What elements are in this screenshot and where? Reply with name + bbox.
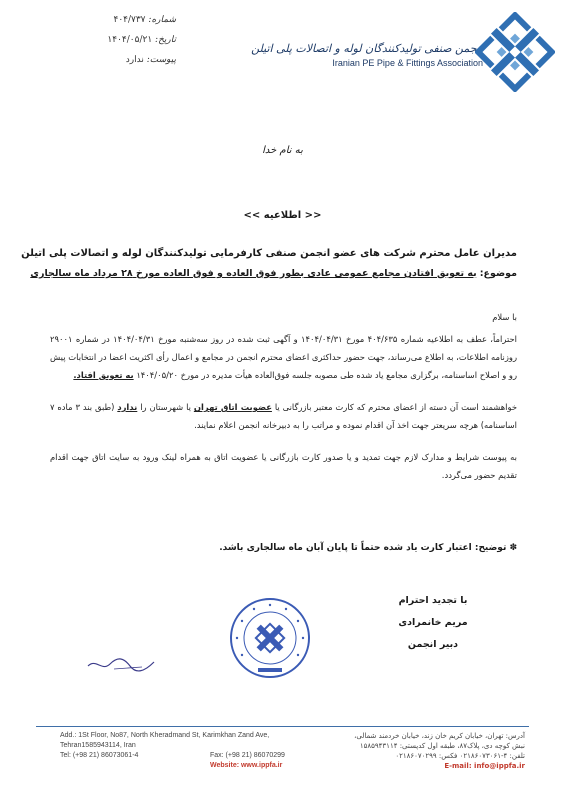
date-label: تاریخ: — [155, 35, 176, 45]
paragraph-1-text: احتراماً، عطف به اطلاعیه شماره ۴۰۴/۶۳۵ مورخ ۱۴۰۴/۰۴/۳۱ و آگهی ثبت شده در روز سه‌شنبه مورخ ۱۴۰۴/۰۴/۳۱ در شماره ۲۹۰۰۱ روزنامه اطلاعات، به اطلاع می‌رساند، جهت حضور حداکثری اعضای محترم انجمن در مجامع و اعمال رأی اکثریت اعضا در انتخابات پیش رو و اصلاح اساسنامه، برگزاری مجامع یاد شده طی مصوبه جلسه فوق‌العاده هیأت مدیره در مورخ ۱۴۰۴/۰۵/۲۰ — [50, 334, 517, 380]
association-name-fa: انجمن صنفی تولیدکنندگان لوله و اتصالات پلی اتیلن — [251, 42, 483, 55]
handwritten-signature — [84, 654, 164, 674]
association-logo-icon — [475, 12, 555, 92]
paragraph-2-underline-2: ندارد — [117, 402, 138, 412]
signature-closing: با تجدید احترام — [398, 595, 468, 606]
letter-body — [50, 308, 517, 484]
date-value: ۱۴۰۴/۰۵/۲۱ — [107, 35, 153, 45]
association-name-en: Iranian PE Pipe & Fittings Association — [332, 58, 483, 68]
paragraph-3: به پیوست شرایط و مدارک لازم جهت تمدید و یا صدور کارت بازرگانی یا عضویت اتاق به همراه لینک ورود به سایت اتاق جهت اقدام تقدیم حضور می‌گردد. — [50, 452, 517, 480]
note-line: ✽ توضیح: اعتبار کارت یاد شده حتماً تا پایان آبان ماه سالجاری باشد. — [219, 543, 517, 553]
signatory-role: دبیر انجمن — [407, 639, 459, 650]
paragraph-2-underline-1: عضویت اتاق تهران — [193, 402, 272, 412]
letter-meta — [36, 10, 176, 70]
footer-en-address-line-2: Tehran1585943114, Iran — [60, 742, 136, 749]
paragraph-2-part-c: (طبق بند ۳ ماده ۷ اساسنامه) هرچه سریعتر جهت اخذ آن اقدام نموده و مراتب را به دبیرخانه انجمن اعلام نمایند. — [50, 402, 517, 430]
paragraph-2 — [50, 398, 517, 434]
subject-text: به تعویق افتادن مجامع عمومی عادی بطور فوق العاده و فوق العاده مورخ ۲۸ مرداد ماه سالجاری — [30, 268, 477, 279]
subject-line — [30, 268, 517, 279]
attachment-row — [36, 50, 176, 70]
footer-email-link[interactable]: E-mail: info@ippfa.ir — [444, 762, 525, 770]
notice-title: << اطلاعیه >> — [243, 210, 322, 221]
footer-fa-tel: تلفن: ۴-۰۲۱۸۶۰۷۳۰۶۱ فکس: ۰۲۱۸۶۰۷۰۲۹۹ — [395, 752, 525, 760]
footer-fa-address-line-2: نبش کوچه دی، پلاک۸۷، طبقه اول کدپستی: ۱۵۸۵۹۴۳۱۱۴ — [359, 742, 525, 750]
footer-address-fa — [305, 731, 525, 771]
number-row — [36, 10, 176, 30]
bismillah: به نام خدا — [262, 145, 303, 156]
footer-fa-address-line-1: آدرس: تهران، خیابان کریم خان زند، خیابان خردمند شمالی، — [354, 732, 525, 740]
paragraph-2-part-a: خواهشمند است آن دسته از اعضای محترم که کارت معتبر بازرگانی یا — [274, 402, 518, 412]
footer-en-address-line-1: Add.: 1St Floor, No87, North Kheradmand St, Karimkhan Zand Ave, — [60, 732, 270, 739]
association-seal-icon — [228, 596, 312, 680]
signatory-name: مریم خانمرادی — [398, 617, 468, 628]
association-name — [251, 42, 483, 68]
attachment-label: پیوست: — [146, 55, 176, 65]
paragraph-1-emphasis: به تعویق افتاد. — [73, 370, 134, 380]
number-value: ۴۰۴/۷۳۷ — [113, 15, 146, 25]
paragraph-2-part-b: یا شهرستان را — [140, 402, 191, 412]
footer-divider — [36, 726, 529, 727]
footer-en-fax: Fax: (+98 21) 86070299 — [210, 752, 285, 759]
footer-website-link[interactable]: Website: www.ippfa.ir — [210, 762, 283, 769]
number-label: شماره: — [148, 15, 176, 25]
subject-label: موضوع: — [479, 268, 517, 279]
addressee: مدیران عامل محترم شرکت های عضو انجمن صنفی کارفرمایی تولیدکنندگان لوله و اتصالات پلی اتیلن — [21, 248, 517, 259]
paragraph-1 — [50, 330, 517, 384]
attachment-value: ندارد — [125, 55, 144, 65]
footer-contact-en — [210, 751, 320, 771]
footer-en-tel: Tel: (+98 21) 86073061-4 — [60, 752, 139, 759]
signature-block — [333, 590, 533, 656]
greeting: با سلام — [492, 312, 517, 322]
date-row — [36, 30, 176, 50]
